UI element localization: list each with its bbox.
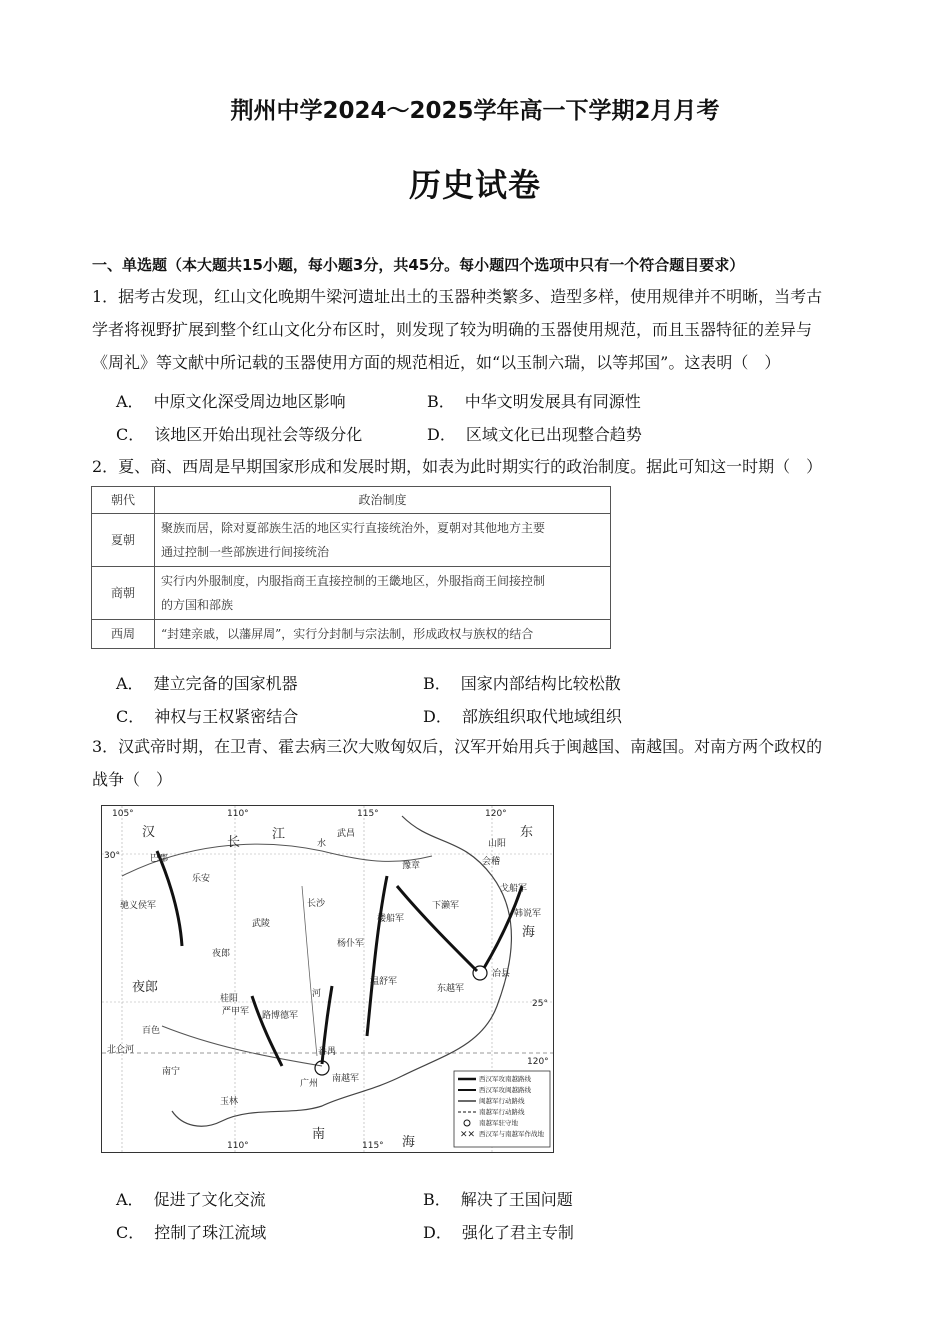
- table-row: [92, 567, 611, 620]
- map-label: 冶县: [492, 969, 511, 979]
- legend-label: 西汉军攻南越路线: [479, 1075, 531, 1083]
- option-key: D．: [427, 425, 456, 444]
- map-label: 东: [520, 825, 534, 840]
- exam-title: 荆州中学2024～2025学年高一下学期2月月考: [230, 98, 720, 124]
- map-label: 严甲军: [222, 1007, 250, 1017]
- legend-label: 闽越军行动路线: [479, 1097, 525, 1105]
- map-label: 河: [312, 989, 322, 999]
- map-label: 南越军: [332, 1074, 360, 1084]
- option-key: A．: [116, 1190, 144, 1209]
- legend-label: 西汉军与南越军作战地: [479, 1130, 544, 1138]
- q2-option-b[interactable]: [423, 671, 621, 694]
- subject-title: 历史试卷: [408, 166, 541, 204]
- map-degree-label: 25°: [532, 999, 548, 1009]
- map-degree-label: 120°: [527, 1057, 549, 1067]
- question-1-line: 1．据考古发现，红山文化晚期牛梁河遗址出土的玉器种类繁多、造型多样，使用规律并不明晰，当考古: [92, 287, 823, 306]
- option-text: 中华文明发展具有同源性: [464, 392, 641, 411]
- option-text: 解决了王国问题: [460, 1190, 573, 1209]
- table-cell-era: 西周: [92, 620, 155, 649]
- map-label: 百色: [142, 1026, 161, 1036]
- question-3-line: 3．汉武帝时期，在卫青、霍去病三次大败匈奴后，汉军开始用兵于闽越国、南越国。对南方两个政权的: [92, 737, 823, 756]
- option-text: 该地区开始出现社会等级分化: [154, 425, 363, 444]
- map-label: 长: [227, 835, 241, 850]
- map-label: 长沙: [307, 899, 326, 909]
- map-label: 海: [402, 1135, 416, 1150]
- map-label: 广州: [300, 1079, 319, 1089]
- question-3-stem: [92, 730, 867, 796]
- arrow-xialai: [397, 886, 477, 971]
- q3-option-c[interactable]: [116, 1220, 266, 1243]
- map-degree-label: 110°: [227, 809, 249, 819]
- arrow-chiyi: [157, 851, 182, 946]
- legend-cross-icon: ✕✕: [460, 1130, 476, 1140]
- map-label: 韩说军: [514, 909, 542, 919]
- map-label: 番禺: [318, 1047, 337, 1057]
- option-key: A．: [116, 392, 144, 411]
- map-label: 南: [312, 1127, 326, 1142]
- map-label: 山阳: [488, 839, 507, 849]
- map-legend: [454, 1071, 550, 1147]
- option-key: C．: [116, 425, 145, 444]
- q1-option-d[interactable]: [427, 422, 642, 445]
- map-label: 北仑河: [107, 1045, 135, 1055]
- q3-option-d[interactable]: [423, 1220, 574, 1243]
- map-label: 杨仆军: [337, 939, 365, 949]
- map-label: 武昌: [337, 829, 356, 839]
- option-text: 部族组织取代地域组织: [461, 707, 622, 726]
- table-header: 朝代: [92, 487, 155, 514]
- q2-option-c[interactable]: [116, 704, 298, 727]
- option-key: B．: [423, 1190, 451, 1209]
- map-svg: [102, 806, 553, 1152]
- map-degree-label: 115°: [362, 1141, 384, 1151]
- question-3-line: 战争（ ）: [92, 770, 173, 789]
- map-label: 玉林: [220, 1097, 239, 1107]
- map-degree-label: 120°: [485, 809, 507, 819]
- option-text: 国家内部结构比较松散: [460, 674, 621, 693]
- q3-option-b[interactable]: [423, 1187, 573, 1210]
- pearl-river: [162, 1026, 322, 1066]
- map-label: 武陵: [252, 919, 271, 929]
- historical-map: [101, 805, 554, 1153]
- map-label: 豫章: [402, 861, 421, 871]
- map-label: 东越军: [437, 984, 465, 994]
- yeyang-marker-icon: [473, 966, 487, 980]
- option-text: 区域文化已出现整合趋势: [465, 425, 642, 444]
- map-label: 会稽: [482, 857, 501, 867]
- q1-option-b[interactable]: [427, 389, 641, 412]
- cell-line: 聚族而居，除对夏部族生活的地区实行直接统治外，夏朝对其他地方主要: [161, 521, 546, 535]
- q3-option-a[interactable]: [116, 1187, 266, 1210]
- map-label: 温舒军: [370, 977, 398, 987]
- map-label: 楼船军: [377, 914, 405, 924]
- legend-label: 南越军驻守地: [479, 1119, 518, 1127]
- polity-table: [91, 486, 611, 649]
- table-row: [92, 620, 611, 649]
- map-label: 下濑军: [432, 901, 460, 911]
- cell-line: 的方国和部族: [161, 598, 234, 612]
- option-key: B．: [427, 392, 455, 411]
- map-label: 路博德军: [262, 1011, 299, 1021]
- table-cell-system: [155, 567, 611, 620]
- map-label: 乐安: [192, 874, 211, 884]
- table-cell-era: 夏朝: [92, 514, 155, 567]
- map-label: 水: [317, 839, 327, 849]
- cell-line: “封建亲戚，以藩屏周”，实行分封制与宗法制，形成政权与族权的结合: [161, 627, 534, 641]
- q2-option-d[interactable]: [423, 704, 622, 727]
- option-key: B．: [423, 674, 451, 693]
- option-key: C．: [116, 1223, 145, 1242]
- q1-option-c[interactable]: [116, 422, 362, 445]
- cell-line: 通过控制一些部族进行间接统治: [161, 545, 330, 559]
- arrow-yangpu: [367, 876, 387, 1036]
- option-text: 神权与王权紧密结合: [154, 707, 299, 726]
- option-key: D．: [423, 1223, 452, 1242]
- table-header: 政治制度: [155, 487, 611, 514]
- arrow-geqiang: [484, 886, 522, 968]
- map-label: 南宁: [162, 1067, 181, 1077]
- cell-line: 实行内外服制度，内服指商王直接控制的王畿地区，外服指商王间接控制: [161, 574, 546, 588]
- option-text: 中原文化深受周边地区影响: [153, 392, 346, 411]
- option-text: 建立完备的国家机器: [153, 674, 298, 693]
- map-degree-label: 115°: [357, 809, 379, 819]
- option-key: D．: [423, 707, 452, 726]
- question-1-line: 《周礼》等文献中所记载的玉器使用方面的规范相近，如“以玉制六瑞，以等邦国”。这表明（ ）: [92, 353, 781, 372]
- map-label: 桂阳: [220, 994, 239, 1004]
- map-label: 夜郎: [212, 949, 231, 959]
- option-text: 控制了珠江流域: [154, 1223, 267, 1242]
- map-degree-label: 110°: [227, 1141, 249, 1151]
- question-1-line: 学者将视野扩展到整个红山文化分布区时，则发现了较为明确的玉器使用规范，而且玉器特征的差异与: [92, 320, 813, 339]
- option-key: A．: [116, 674, 144, 693]
- table-cell-system: [155, 514, 611, 567]
- question-2-stem: 2．夏、商、西周是早期国家形成和发展时期，如表为此时期实行的政治制度。据此可知这一时期（ ）: [92, 457, 823, 476]
- option-text: 促进了文化交流: [153, 1190, 266, 1209]
- map-degree-label: 105°: [112, 809, 134, 819]
- q2-option-a[interactable]: [116, 671, 298, 694]
- table-header-row: [92, 487, 611, 514]
- table-cell-system: [155, 620, 611, 649]
- option-key: C．: [116, 707, 145, 726]
- table-row: [92, 514, 611, 567]
- map-label: 巴郡: [150, 854, 169, 864]
- xiang-river: [302, 886, 317, 1056]
- map-label: 夜郎: [132, 980, 159, 995]
- legend-label: 南越军行动路线: [479, 1108, 525, 1116]
- map-label: 戈船军: [500, 884, 528, 894]
- yangtze-river: [122, 844, 432, 876]
- map-label: 汉: [142, 825, 156, 840]
- map-degree-label: 30°: [104, 851, 120, 861]
- map-label: 江: [272, 827, 286, 842]
- question-1-stem: [92, 280, 867, 379]
- map-label: 海: [522, 925, 536, 940]
- q1-option-a[interactable]: [116, 389, 346, 412]
- section-heading: 一、单选题（本大题共15小题，每小题3分，共45分。每小题四个选项中只有一个符合题目要求）: [92, 256, 745, 274]
- table-cell-era: 商朝: [92, 567, 155, 620]
- legend-label: 西汉军攻闽越路线: [479, 1086, 531, 1094]
- map-label: 驰义侯军: [120, 901, 157, 911]
- option-text: 强化了君主专制: [461, 1223, 574, 1242]
